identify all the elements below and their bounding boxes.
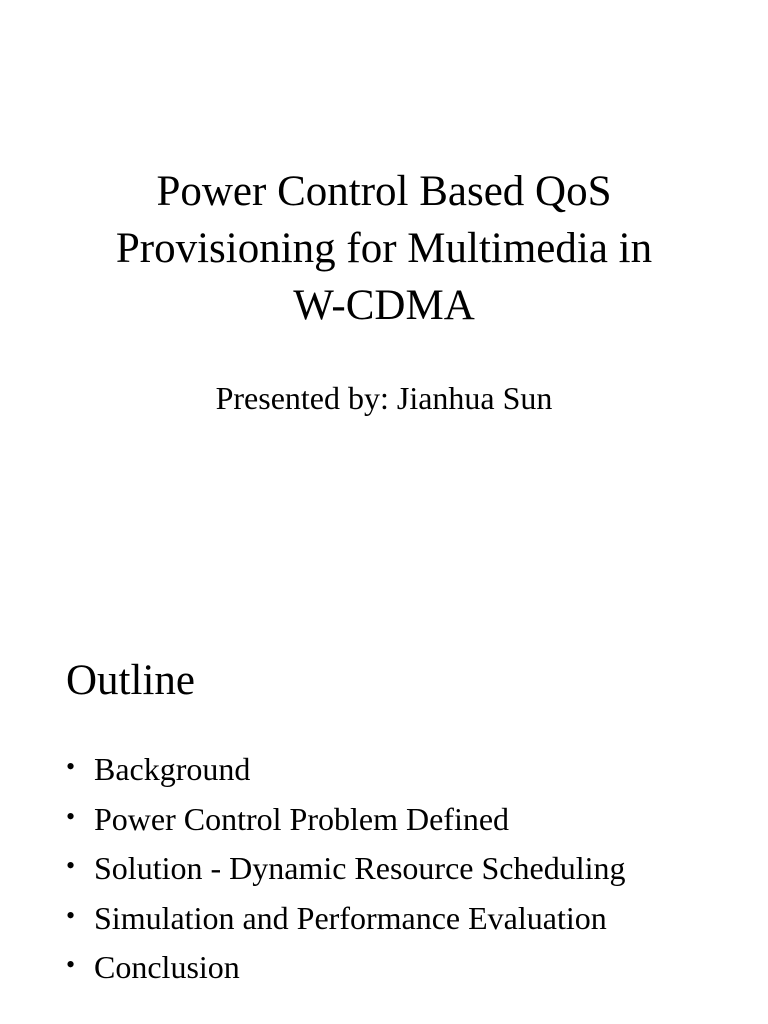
list-item [66, 844, 625, 894]
list-item-label: Simulation and Performance Evaluation [94, 899, 607, 936]
list-item [66, 943, 625, 993]
title-line-3: W-CDMA [293, 282, 475, 329]
title-line-1: Power Control Based QoS [156, 168, 612, 215]
bullet-icon: • [66, 950, 76, 979]
list-item-label: Power Control Problem Defined [94, 800, 510, 837]
list-item-label: Conclusion [94, 949, 240, 985]
slide-title [40, 163, 728, 334]
list-item [66, 894, 625, 944]
presenter-line: Presented by: Jianhua Sun [215, 380, 553, 416]
outline-heading: Outline [66, 657, 195, 704]
outline-slide [0, 640, 768, 1024]
list-item-label: Solution - Dynamic Resource Scheduling [94, 850, 626, 886]
bullet-icon: • [66, 900, 76, 930]
outline-list [66, 745, 625, 993]
bullet-icon: • [66, 801, 76, 831]
bullet-icon: • [66, 752, 76, 781]
list-item [66, 795, 625, 845]
list-item [66, 745, 625, 795]
title-line-2: Provisioning for Multimedia in [115, 225, 653, 272]
bullet-icon: • [66, 851, 76, 880]
list-item-label: Background [94, 751, 251, 787]
